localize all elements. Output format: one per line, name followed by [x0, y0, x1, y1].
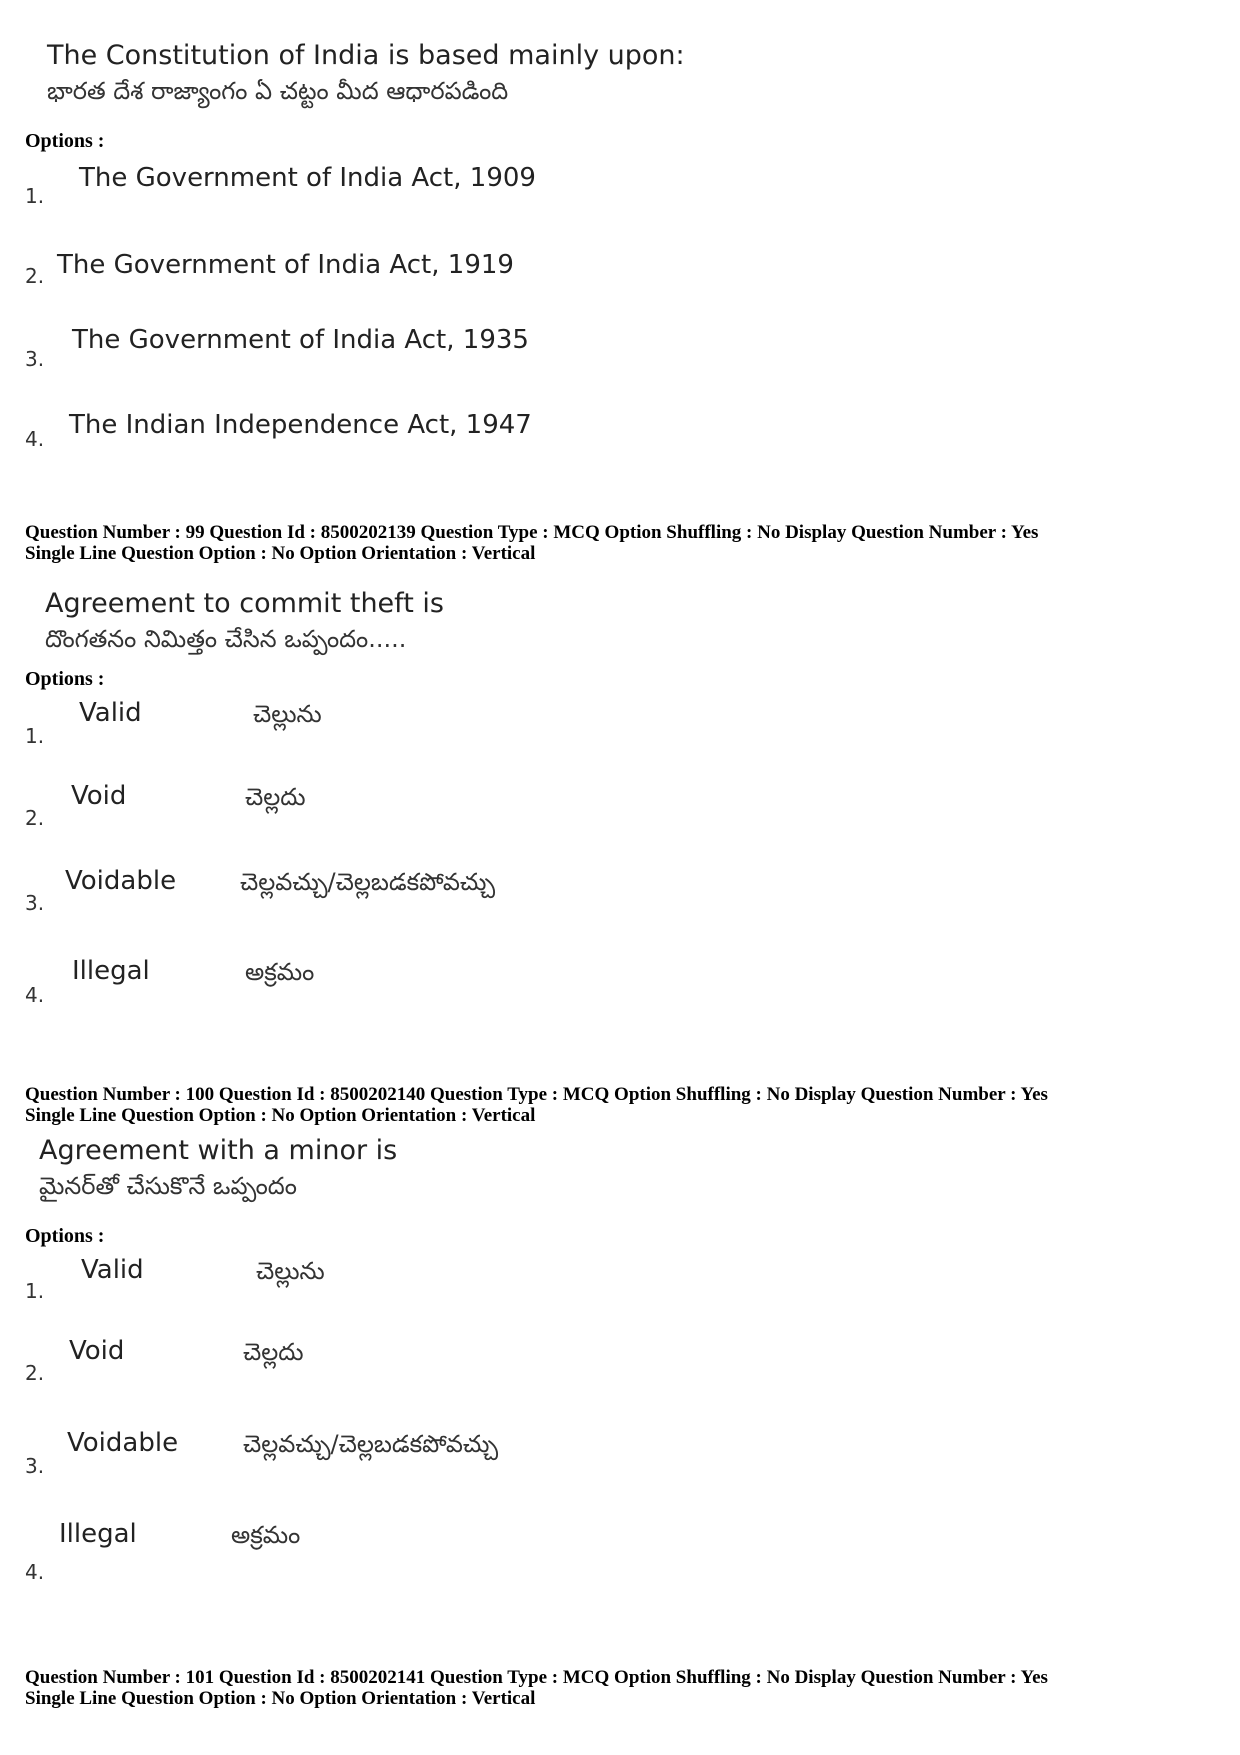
q99-option-1-en: Valid [79, 698, 142, 728]
q99-options-label: Options : [25, 668, 105, 690]
q100-option-4-number: 4. [25, 1560, 45, 1584]
q98-option-2-number: 2. [25, 264, 45, 288]
q98-options-label: Options : [25, 130, 105, 152]
q99-option-1-te: చెల్లును [253, 700, 322, 728]
q98-option-4-text: The Indian Independence Act, 1947 [69, 410, 532, 440]
q98-option-3-text: The Government of India Act, 1935 [72, 325, 529, 355]
q100-options-label: Options : [25, 1225, 105, 1247]
q99-option-3-number: 3. [25, 891, 45, 915]
q99-option-3-en: Voidable [65, 866, 177, 896]
q98-option-1-text: The Government of India Act, 1909 [79, 163, 536, 193]
q99-option-2-te: చెల్లదు [245, 783, 306, 811]
q100-option-2-te: చెల్లదు [243, 1338, 304, 1366]
q99-option-4-te: అక్రమం [245, 958, 315, 986]
q99-option-1-number: 1. [25, 724, 45, 748]
q100-option-2-en: Void [69, 1336, 125, 1366]
q100-option-3-te: చెల్లవచ్చు/చెల్లబడకపోవచ్చు [243, 1430, 499, 1458]
q99-option-3-te: చెల్లవచ్చు/చెల్లబడకపోవచ్చు [240, 868, 496, 896]
q100-meta-line-2: Single Line Question Option : No Option Orientation : Vertical [25, 1105, 536, 1126]
q99-option-2-en: Void [71, 781, 127, 811]
q98-question-en: The Constitution of India is based mainly upon: [47, 40, 685, 71]
q98-question-te: భారత దేశ రాజ్యాంగం ఏ చట్టం మీద ఆధారపడింది [47, 77, 509, 105]
q99-question-en: Agreement to commit theft is [45, 588, 444, 619]
q100-question-te: మైనర్‌తో చేసుకొనే ఒప్పందం [39, 1172, 297, 1200]
q100-option-3-number: 3. [25, 1454, 45, 1478]
q100-meta-line-1: Question Number : 100 Question Id : 8500202140 Question Type : MCQ Option Shuffling : No Display Question Number : Yes [25, 1084, 1048, 1105]
q101-meta-line-2: Single Line Question Option : No Option Orientation : Vertical [25, 1688, 536, 1709]
q100-option-1-en: Valid [81, 1255, 144, 1285]
q99-meta-line-2: Single Line Question Option : No Option Orientation : Vertical [25, 543, 536, 564]
q100-option-2-number: 2. [25, 1361, 45, 1385]
q100-option-3-en: Voidable [67, 1428, 179, 1458]
q99-option-4-number: 4. [25, 983, 45, 1007]
q99-question-te: దొంగతనం నిమిత్తం చేసిన ఒప్పందం..... [45, 625, 407, 653]
q98-option-2-text: The Government of India Act, 1919 [57, 250, 514, 280]
q101-meta-line-1: Question Number : 101 Question Id : 8500202141 Question Type : MCQ Option Shuffling : No Display Question Number : Yes [25, 1667, 1048, 1688]
q100-option-1-te: చెల్లును [256, 1257, 325, 1285]
q98-option-3-number: 3. [25, 347, 45, 371]
q98-option-1-number: 1. [25, 184, 45, 208]
q100-question-en: Agreement with a minor is [39, 1135, 398, 1166]
q100-option-1-number: 1. [25, 1279, 45, 1303]
q99-meta-line-1: Question Number : 99 Question Id : 8500202139 Question Type : MCQ Option Shuffling : No Display Question Number : Yes [25, 522, 1039, 543]
q99-option-2-number: 2. [25, 806, 45, 830]
q98-option-4-number: 4. [25, 427, 45, 451]
q100-option-4-en: Illegal [59, 1519, 137, 1549]
q99-option-4-en: Illegal [72, 956, 150, 986]
q100-option-4-te: అక్రమం [231, 1521, 301, 1549]
